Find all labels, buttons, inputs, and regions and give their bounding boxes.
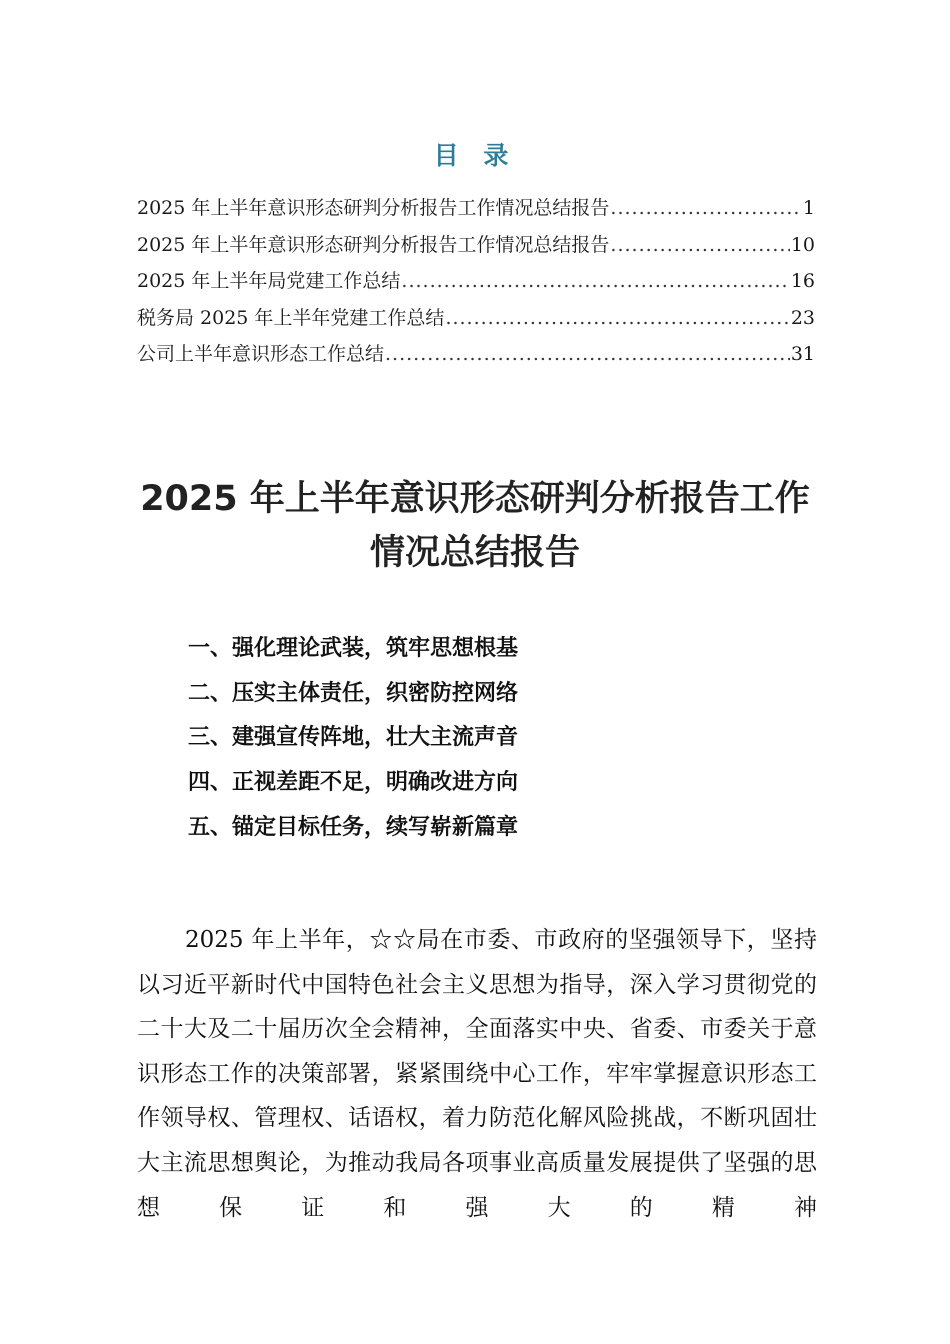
toc-entry-label: 2025 年上半年局党建工作总结 (137, 270, 401, 292)
document-title-line-2: 情况总结报告 (369, 533, 580, 573)
toc-entry-page: 31 (790, 343, 815, 365)
toc-dot-leader (610, 197, 802, 219)
toc-entry-page: 10 (790, 233, 815, 256)
body-paragraph: 2025 年上半年，☆☆局在市委、市政府的坚强领导下，坚持以习近平新时代中国特色社会主义思想为指导，深入学习贯彻党的二十大及二十届历次全会精神，全面落实中央、省委、市委关于意识形态工作的决策部署，紧紧围绕中心工作，牢牢掌握意识形态工作领导权、管理权、话语权，着力防范化解风险挑战，不断巩固壮大主流思想舆论，为推动我局各项事业高质量发展提供了坚强的思想保证和强大的精神 (137, 927, 817, 1221)
document-title (120, 472, 830, 580)
toc-dot-leader (445, 307, 789, 329)
toc-entry[interactable] (137, 230, 815, 267)
toc-dot-leader (610, 234, 789, 256)
section-heading: 二、压实主体责任，织密防控网络 (188, 680, 519, 706)
section-heading: 一、强化理论武装，筑牢思想根基 (188, 636, 519, 661)
toc-entry-label: 2025 年上半年意识形态研判分析报告工作情况总结报告 (137, 197, 610, 219)
toc-entry-label: 税务局 2025 年上半年党建工作总结 (137, 306, 445, 329)
toc-entry-page: 23 (790, 306, 815, 329)
toc-dot-leader (401, 270, 789, 292)
toc-entry-label: 公司上半年意识形态工作总结 (137, 343, 385, 365)
section-heading: 三、建强宣传阵地，壮大主流声音 (188, 725, 519, 751)
toc-title: 目 录 (433, 141, 517, 170)
section-heading: 四、正视差距不足，明确改进方向 (188, 770, 519, 796)
toc-entry-label: 2025 年上半年意识形态研判分析报告工作情况总结报告 (137, 233, 610, 256)
document-title-line-1: 2025 年上半年意识形态研判分析报告工作 (140, 479, 810, 519)
toc-entry[interactable] (137, 193, 815, 230)
toc-entry-page: 16 (790, 270, 815, 292)
section-outline (188, 627, 518, 850)
toc-entry-page: 1 (802, 197, 815, 219)
toc-entry[interactable] (137, 339, 815, 376)
table-of-contents (137, 193, 815, 376)
toc-entry[interactable] (137, 303, 815, 340)
toc-entry[interactable] (137, 266, 815, 303)
toc-dot-leader (385, 343, 790, 365)
section-heading: 五、锚定目标任务，续写崭新篇章 (188, 814, 519, 840)
